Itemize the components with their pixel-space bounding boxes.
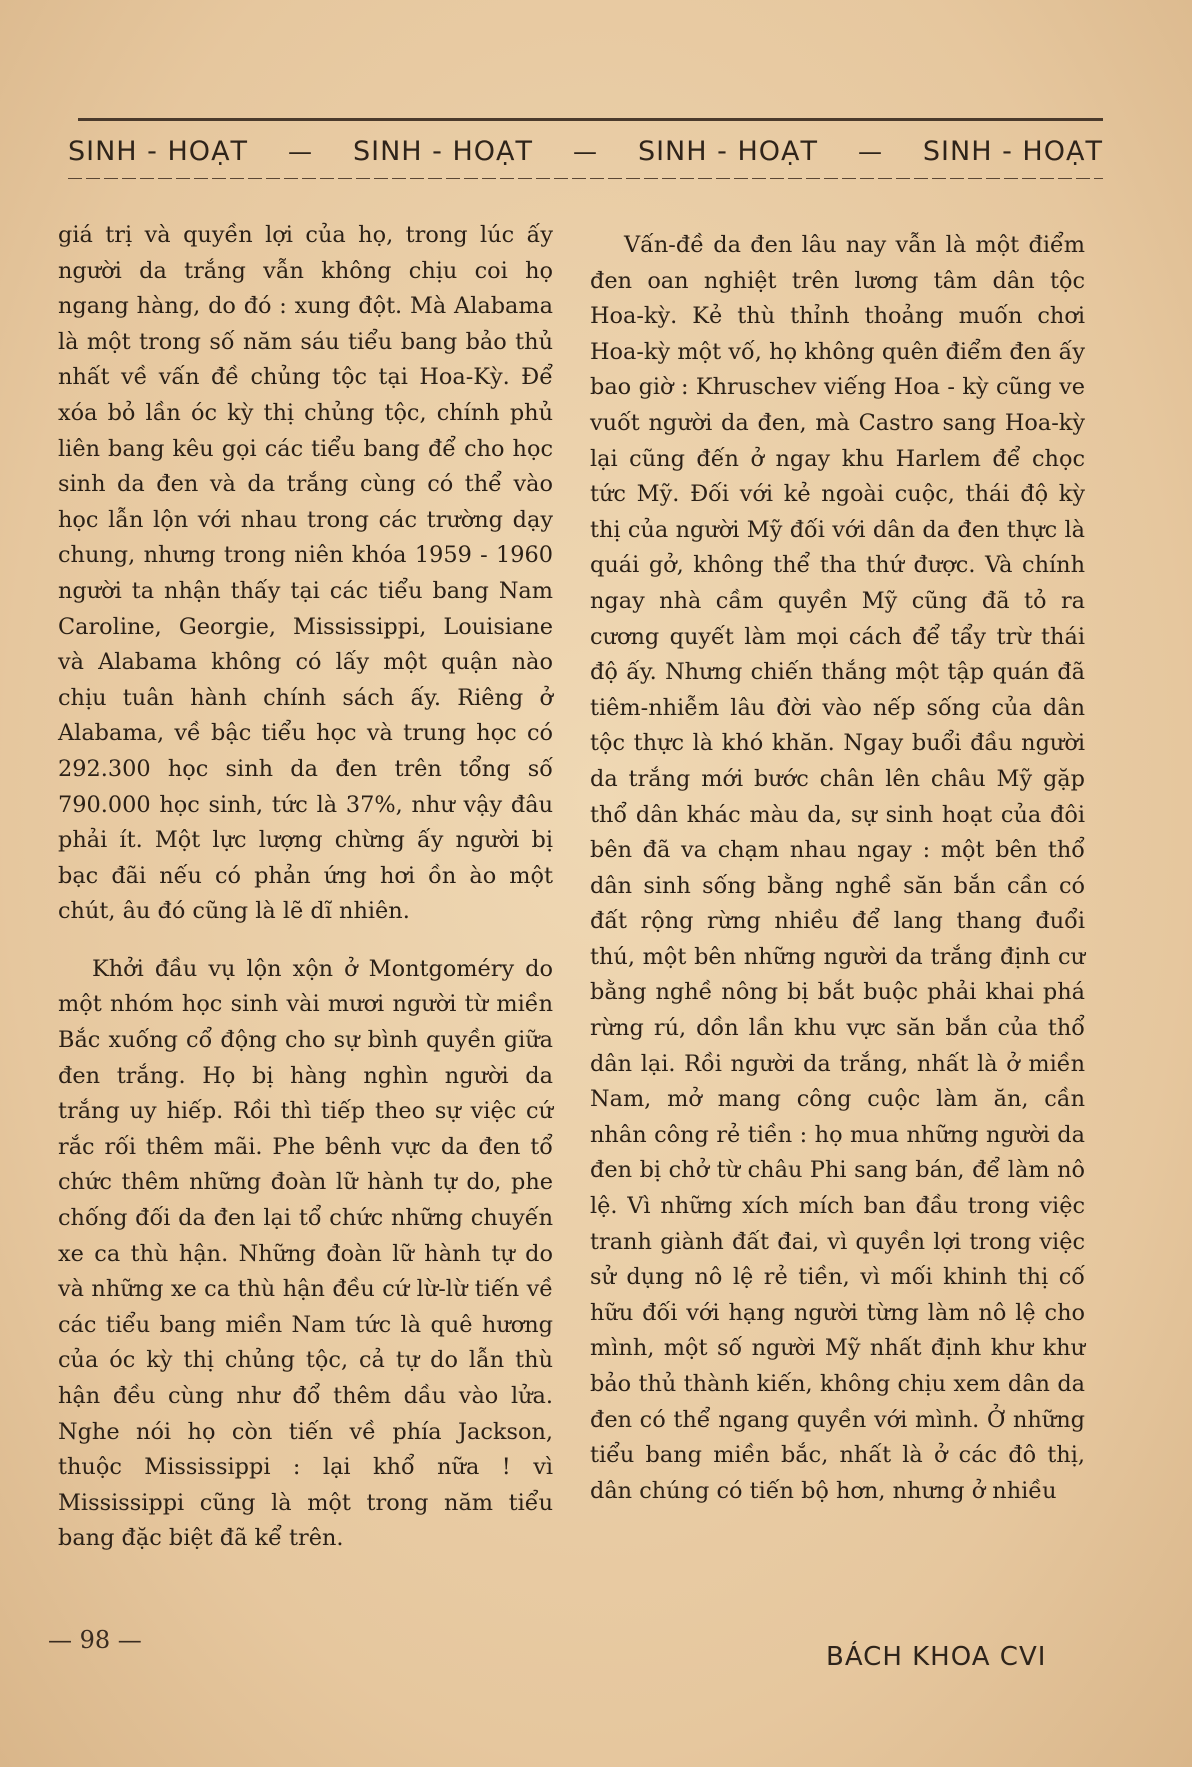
header-item: SINH - HOẠT: [637, 136, 818, 167]
left-paragraph-1: giá trị và quyền lợi của họ, trong lúc ấy người da trắng vẫn không chịu coi họ ngang hàng, do đó : xung đột. Mà Alabama là một trong số năm sáu tiểu bang bảo thủ nhất về vấn đề chủng tộc tại Hoa-Kỳ. Để xóa bỏ lần óc kỳ thị chủng tộc, chính phủ liên bang kêu gọi các tiểu bang để cho học sinh da đen và da trắng cùng có thể vào học lẫn lộn với nhau trong các trường dạy chung, nhưng trong niên khóa 1959 - 1960 người ta nhận thấy tại các tiểu bang Nam Caroline, Georgie, Mississippi, Louisiane và Alabama không có lấy một quận nào chịu tuân hành chính sách ấy. Riêng ở Alabama, về bậc tiểu học và trung học có 292.300 học sinh da đen trên tổng số 790.000 học sinh, tức là 37%, như vậy đâu phải ít. Một lực lượng chừng ấy người bị bạc đãi nếu có phản ứng hơi ồn ào một chút, âu đó cũng là lẽ dĩ nhiên.: [58, 222, 553, 925]
running-header: [68, 136, 1103, 167]
left-column: [58, 218, 553, 1557]
header-rule: [68, 178, 1103, 179]
left-paragraph-2: Khởi đầu vụ lộn xộn ở Montgoméry do một nhóm học sinh vài mươi người từ miền Bắc xuống cổ động cho sự bình quyền giữa đen trắng. Họ bị hàng nghìn người da trắng uy hiếp. Rồi thì tiếp theo sự việc cứ rắc rối thêm mãi. Phe bênh vực da đen tổ chức thêm những đoàn lữ hành tự do, phe chống đối da đen lại tổ chức những chuyến xe ca thù hận. Những đoàn lữ hành tự do và những xe ca thù hận đều cứ lừ-lừ tiến về các tiểu bang miền Nam tức là quê hương của óc kỳ thị chủng tộc, cả tự do lẫn thù hận đều cùng như đổ thêm dầu vào lửa. Nghe nói họ còn tiến về phía Jackson, thuộc Mississippi : lại khổ nữa ! vì Mississippi cũng là một trong năm tiểu bang đặc biệt đã kể trên.: [58, 955, 553, 1552]
header-item: SINH - HOẠT: [922, 136, 1103, 167]
header-separator: —: [288, 137, 313, 166]
header-separator: —: [572, 137, 598, 166]
page-number: — 98 —: [48, 1626, 142, 1654]
header-separator: —: [857, 137, 883, 166]
publication-name: BÁCH KHOA CVI: [826, 1642, 1047, 1672]
right-paragraph-1: Vấn-đề da đen lâu nay vẫn là một điểm đen oan nghiệt trên lương tâm dân tộc Hoa-kỳ. Kẻ thù thỉnh thoảng muốn chơi Hoa-kỳ một vố, họ không quên điểm đen ấy bao giờ : Khruschev viếng Hoa - kỳ cũng ve vuốt người da đen, mà Castro sang Hoa-kỳ lại cũng đến ở ngay khu Harlem để chọc tức Mỹ. Đối với kẻ ngoài cuộc, thái độ kỳ thị của người Mỹ đối với dân da đen thực là quái gở, không thể tha thứ được. Và chính ngay nhà cầm quyền Mỹ cũng đã tỏ ra cương quyết làm mọi cách để tẩy trừ thái độ ấy. Nhưng chiến thắng một tập quán đã tiêm-nhiễm lâu đời vào nếp sống của dân tộc thực là khó khăn. Ngay buổi đầu người da trắng mới bước chân lên châu Mỹ gặp thổ dân khác màu da, sự sinh hoạt của đôi bên đã va chạm nhau ngay : một bên thổ dân sinh sống bằng nghề săn bắn cần có đất rộng rừng nhiều để lang thang đuổi thú, một bên những người da trắng định cư bằng nghề nông bị bắt buộc phải khai phá rừng rú, dồn lần khu vực săn bắn của thổ dân lại. Rồi người da trắng, nhất là ở miền Nam, mở mang công cuộc làm ăn, cần nhân công rẻ tiền : họ mua những người da đen bị chở từ châu Phi sang bán, để làm nô lệ. Vì những xích mích ban đầu trong việc tranh giành đất đai, vì quyền lợi trong việc sử dụng nô lệ rẻ tiền, vì mối khinh thị cố hữu đối với hạng người từng làm nô lệ cho mình, một số người Mỹ nhất định khư khư bảo thủ thành kiến, không chịu xem dân da đen có thể ngang quyền với mình. Ở những tiểu bang miền bắc, nhất là ở các đô thị, dân chúng có tiến bộ hơn, nhưng ở nhiều: [590, 232, 1085, 1504]
right-column: [590, 228, 1085, 1509]
header-item: SINH - HOẠT: [352, 136, 533, 167]
header-item: SINH - HOẠT: [68, 136, 249, 167]
top-rule: [78, 118, 1103, 121]
